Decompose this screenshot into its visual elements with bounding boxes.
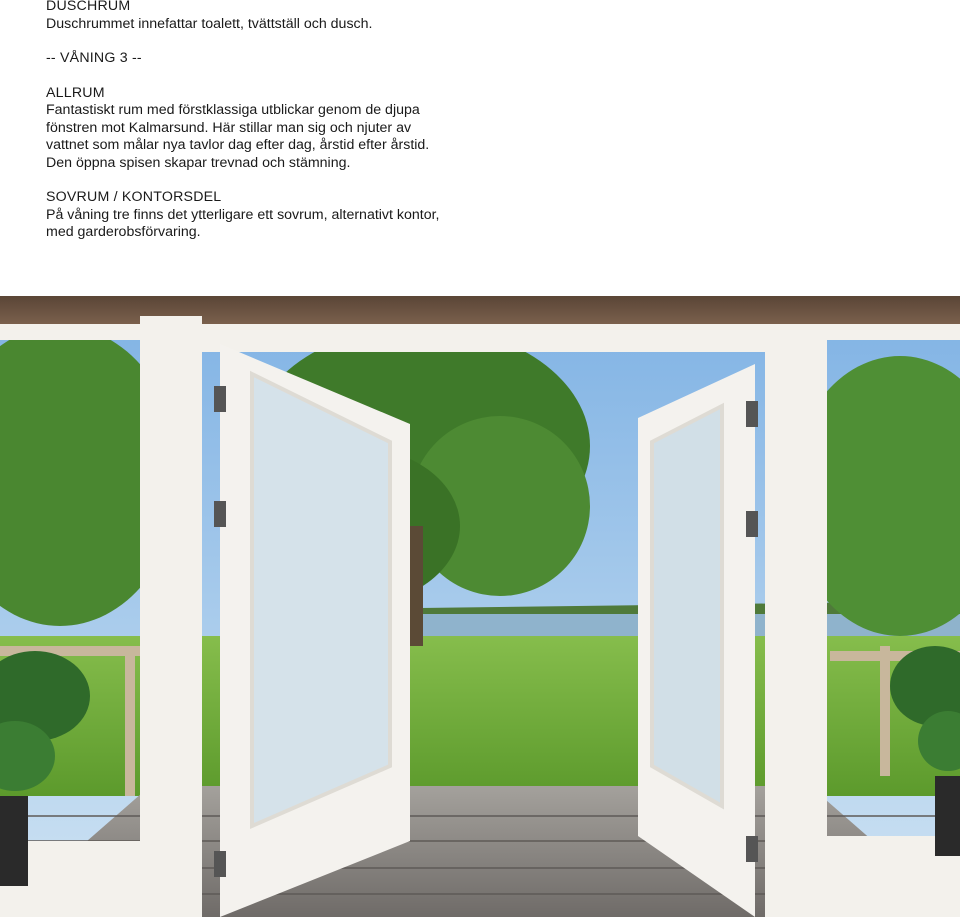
section-sovrum-kontorsdel (46, 189, 566, 242)
section-heading: ALLRUM (46, 84, 105, 101)
section-vaning-3 (46, 50, 566, 68)
floor-heading: -- VÅNING 3 -- (46, 50, 142, 66)
section-text: Duschrummet innefattar toalett, tvättställ och dusch. (46, 15, 373, 32)
section-heading: DUSCHRUM (46, 0, 131, 14)
section-duschrum (46, 0, 566, 33)
section-text: Fantastiskt rum med förstklassiga utblickar genom de djupa fönstren mot Kalmarsund. Här stillar man sig och njuter av vattnet som målar nya tavlor dag efter dag, årstid efter årstid. Den öppna spisen skapar trevnad och stämning. (46, 102, 430, 171)
description-text (46, 0, 566, 259)
section-text: På våning tre finns det ytterligare ett sovrum, alternativt kontor, med garderobsförvaring. (46, 206, 440, 240)
photo-open-doors-to-garden (0, 296, 960, 917)
section-heading: SOVRUM / KONTORSDEL (46, 189, 222, 205)
section-allrum (46, 85, 566, 173)
right-door (638, 364, 755, 917)
left-door (220, 344, 410, 917)
photo-illustration (0, 296, 960, 917)
